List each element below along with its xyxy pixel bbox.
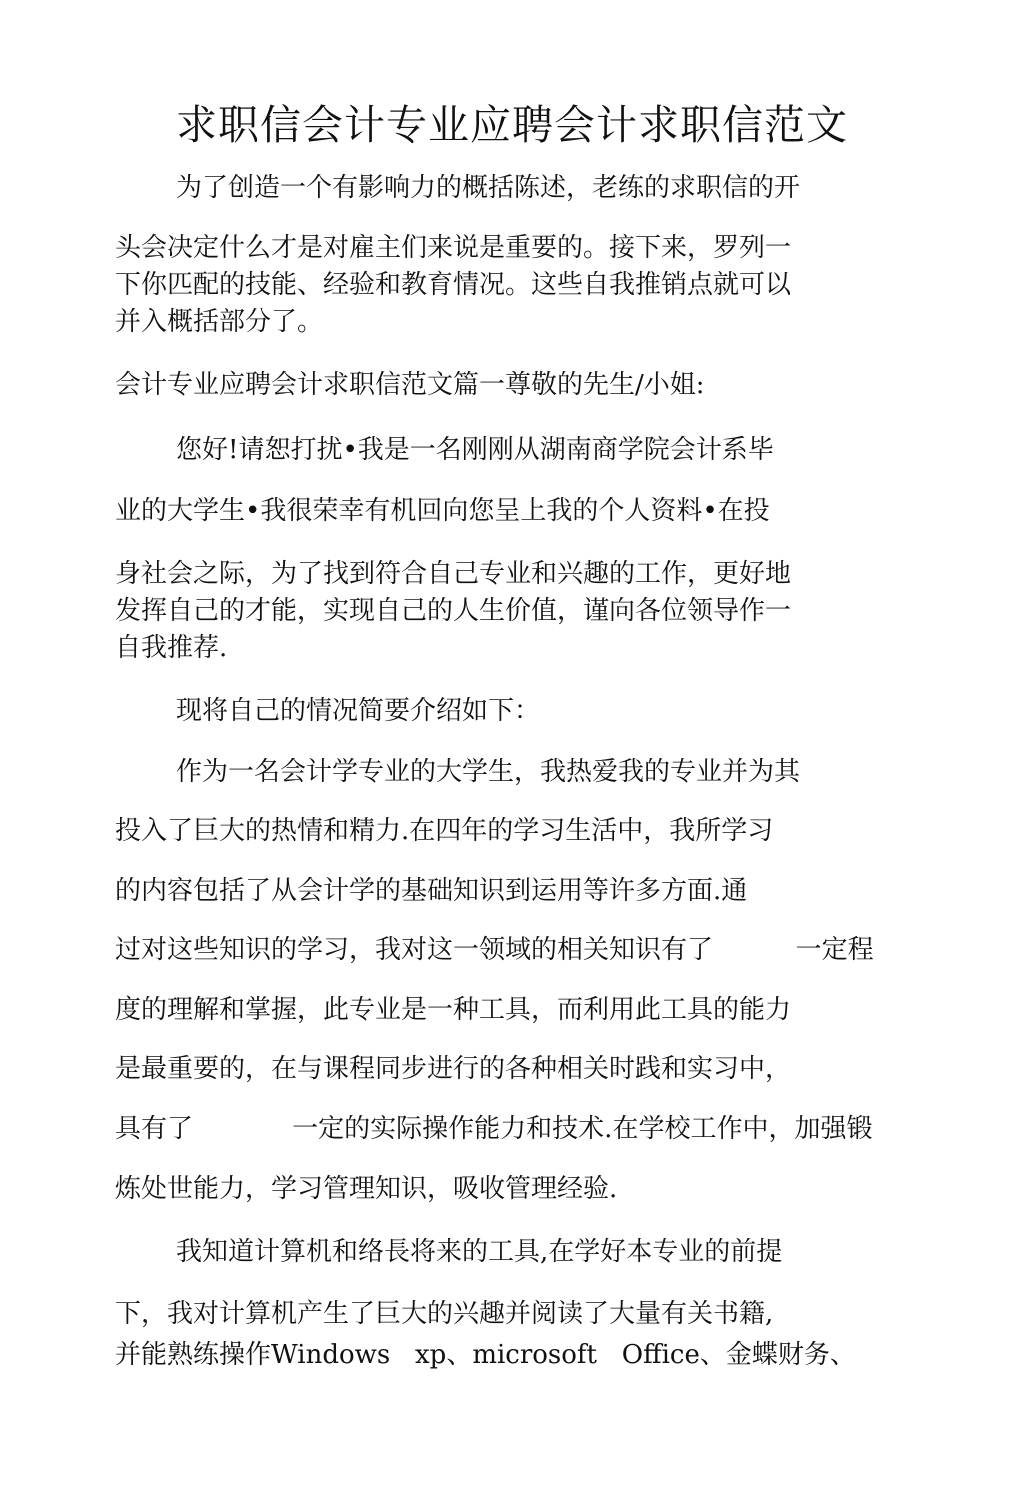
- text-line: 我知道计算机和络長将来的工具,在学好本专业的前提: [176, 1237, 783, 1267]
- text-line: 的内容包括了从会计学的基础知识到运用等许多方面.通: [115, 876, 748, 906]
- text-line: 头会决定什么才是对雇主们来说是重要的。接下来，罗列一: [115, 233, 792, 263]
- text-line: 炼处世能力，学习管理知识，吸收管理经验.: [115, 1174, 618, 1204]
- text-line: 下你匹配的技能、经验和教育情况。这些自我推销点就可以: [115, 270, 792, 300]
- text-line: 并入概括部分了。: [115, 307, 324, 337]
- text-line: 为了创造一个有影响力的概括陈述，老练的求职信的开: [176, 173, 801, 203]
- text-line: 下，我对计算机产生了巨大的兴趣并阅读了大量有关书籍,: [115, 1299, 774, 1329]
- text-line: 是最重要的，在与课程同步进行的各种相关时践和实习中，: [115, 1054, 792, 1084]
- page-title: 求职信会计专业应聘会计求职信范文: [176, 101, 848, 149]
- text-line: 过对这些知识的学习，我对这一领域的相关知识有了 一定程: [115, 935, 874, 965]
- text-line: 您好!请恕打扰•我是一名刚刚从湖南商学院会计系毕: [176, 435, 774, 465]
- text-line: 度的理解和掌握，此专业是一种工具，而利用此工具的能力: [115, 995, 792, 1025]
- text-line: 自我推荐.: [115, 633, 228, 663]
- text-line: 现将自己的情况简要介绍如下：: [176, 696, 541, 726]
- text-line: 发挥自己的才能，实现自己的人生价值，谨向各位领导作一: [115, 596, 792, 626]
- text-line: 业的大学生•我很荣幸有机回向您呈上我的个人资料•在投: [115, 496, 770, 526]
- text-line: 投入了巨大的热情和精力.在四年的学习生活中，我所学习: [115, 816, 774, 846]
- text-line: 会计专业应聘会计求职信范文篇一尊敬的先生/小姐:: [115, 370, 705, 400]
- text-line: 具有了 一定的实际操作能力和技术.在学校工作中，加强锻: [115, 1114, 873, 1144]
- text-line: 作为一名会计学专业的大学生，我热爱我的专业并为其: [176, 757, 801, 787]
- text-line: 并能熟练操作Windows xp、microsoft Office、金蝶财务、: [115, 1340, 856, 1370]
- text-line: 身社会之际，为了找到符合自己专业和兴趣的工作，更好地: [115, 559, 792, 589]
